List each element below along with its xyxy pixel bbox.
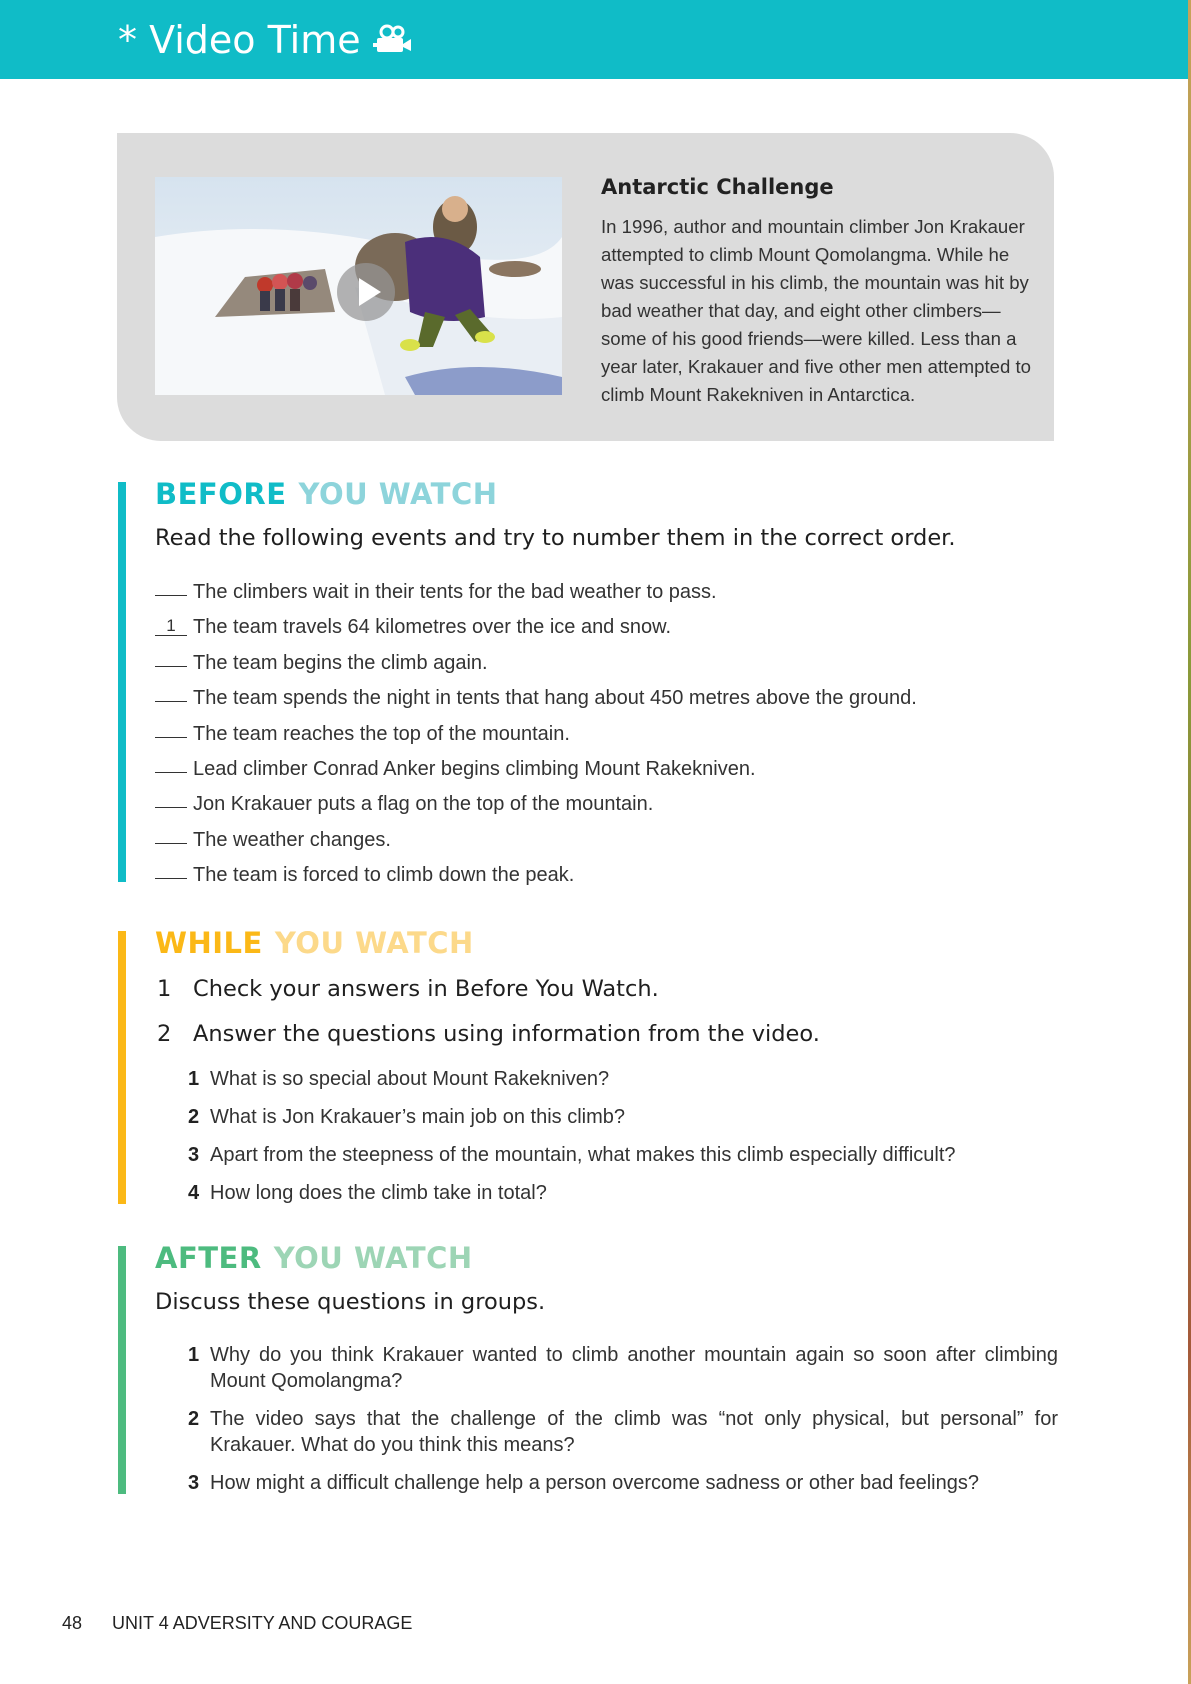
answer-blank[interactable] bbox=[155, 772, 187, 773]
question-text: What is so special about Mount Rakekniven? bbox=[210, 1068, 610, 1090]
section-heading bbox=[155, 1241, 473, 1275]
answer-blank[interactable]: 1 bbox=[155, 617, 187, 636]
task-item bbox=[157, 1021, 820, 1047]
question-number: 2 bbox=[188, 1106, 200, 1128]
page-number: 48 bbox=[62, 1613, 83, 1633]
video-title: Antarctic Challenge bbox=[601, 175, 834, 199]
question-number: 4 bbox=[188, 1182, 200, 1204]
after-you-watch-section bbox=[118, 1241, 1058, 1496]
answer-blank[interactable] bbox=[155, 737, 187, 738]
heading-word-while: WHILE bbox=[155, 926, 263, 960]
question-number: 1 bbox=[188, 1344, 200, 1366]
question-list bbox=[188, 1066, 1058, 1218]
video-description: In 1996, author and mountain climber Jon Krakauer attempted to climb Mount Qomolangma. While he was successful in his climb, the mountain was hit by bad weather that day, and eight other climbers—some of his good friends—were killed. Less than a year later, Krakauer and five other men attempted to climb Mount Rakekniven in Antarctica. bbox=[601, 216, 1031, 405]
question-text: Why do you think Krakauer wanted to climb another mountain again so soon after climbing Mount Qomolangma? bbox=[210, 1344, 1058, 1392]
event-text: The weather changes. bbox=[193, 828, 391, 851]
section-accent-bar bbox=[118, 931, 126, 1204]
event-text: The team begins the climb again. bbox=[193, 651, 488, 674]
video-thumbnail[interactable] bbox=[155, 177, 562, 395]
question-number: 1 bbox=[188, 1068, 200, 1090]
task-text: Answer the questions using information from the video. bbox=[193, 1021, 820, 1047]
list-item bbox=[188, 1104, 1058, 1142]
question-list bbox=[188, 1342, 1058, 1508]
question-text: Apart from the steepness of the mountain, what makes this climb especially difficult? bbox=[210, 1144, 956, 1166]
event-text: Jon Krakauer puts a flag on the top of the mountain. bbox=[193, 793, 654, 816]
instruction-text: Read the following events and try to number them in the correct order. bbox=[155, 525, 956, 551]
instruction-text: Discuss these questions in groups. bbox=[155, 1289, 546, 1315]
question-number: 3 bbox=[188, 1144, 200, 1166]
task-text: Check your answers in Before You Watch. bbox=[193, 976, 659, 1002]
section-heading bbox=[155, 477, 498, 511]
heading-word-after: AFTER bbox=[155, 1241, 262, 1275]
task-item bbox=[157, 976, 659, 1002]
event-text: Lead climber Conrad Anker begins climbing Mount Rakekniven. bbox=[193, 757, 756, 780]
event-text: The team is forced to climb down the peak. bbox=[193, 864, 575, 887]
list-item bbox=[188, 1066, 1058, 1104]
section-accent-bar bbox=[118, 482, 126, 882]
event-text: The climbers wait in their tents for the bad weather to pass. bbox=[193, 581, 717, 603]
list-item bbox=[188, 1406, 1058, 1470]
question-number: 2 bbox=[188, 1408, 200, 1430]
list-item bbox=[155, 829, 917, 864]
list-item bbox=[188, 1142, 1058, 1180]
answer-blank[interactable] bbox=[155, 666, 187, 667]
intro-panel bbox=[117, 133, 1054, 441]
section-accent-bar bbox=[118, 1246, 126, 1494]
list-item bbox=[155, 758, 917, 793]
event-list bbox=[155, 581, 917, 900]
answer-blank[interactable] bbox=[155, 595, 187, 596]
page-footer bbox=[62, 1613, 412, 1634]
question-number: 3 bbox=[188, 1472, 200, 1494]
event-text: The team spends the night in tents that hang about 450 metres above the ground. bbox=[193, 687, 917, 710]
task-number: 2 bbox=[157, 1021, 172, 1047]
event-text: The team travels 64 kilometres over the ice and snow. bbox=[193, 616, 672, 639]
list-item bbox=[188, 1470, 1058, 1508]
answer-blank[interactable] bbox=[155, 807, 187, 808]
header-bar bbox=[0, 0, 1191, 79]
task-number: 1 bbox=[157, 976, 172, 1002]
list-item bbox=[188, 1342, 1058, 1406]
page-title-text: * Video Time bbox=[118, 18, 361, 62]
unit-title: UNIT 4 ADVERSITY AND COURAGE bbox=[112, 1613, 413, 1633]
section-heading bbox=[155, 926, 474, 960]
list-item bbox=[188, 1180, 1058, 1218]
question-text: The video says that the challenge of the climb was “not only physical, but personal” for Krakauer. What do you think this means? bbox=[210, 1408, 1058, 1456]
question-text: What is Jon Krakauer’s main job on this climb? bbox=[210, 1106, 625, 1128]
question-text: How might a difficult challenge help a person overcome sadness or other bad feelings? bbox=[210, 1472, 979, 1494]
heading-word-you-watch: YOU WATCH bbox=[298, 477, 498, 511]
heading-word-you-watch: YOU WATCH bbox=[274, 926, 474, 960]
list-item bbox=[155, 581, 917, 616]
list-item bbox=[155, 687, 917, 722]
answer-blank[interactable] bbox=[155, 878, 187, 879]
answer-blank[interactable] bbox=[155, 701, 187, 702]
heading-word-before: BEFORE bbox=[155, 477, 287, 511]
play-icon[interactable] bbox=[337, 263, 395, 321]
list-item bbox=[155, 723, 917, 758]
before-you-watch-section bbox=[118, 477, 1058, 887]
list-item bbox=[155, 616, 917, 651]
list-item bbox=[155, 864, 917, 899]
event-text: The team reaches the top of the mountain. bbox=[193, 722, 570, 745]
list-item bbox=[155, 652, 917, 687]
video-camera-icon bbox=[373, 23, 413, 57]
while-you-watch-section bbox=[118, 926, 1058, 1206]
list-item bbox=[155, 793, 917, 828]
question-text: How long does the climb take in total? bbox=[210, 1182, 547, 1204]
answer-blank[interactable] bbox=[155, 843, 187, 844]
heading-word-you-watch: YOU WATCH bbox=[273, 1241, 473, 1275]
page-title bbox=[118, 20, 413, 60]
